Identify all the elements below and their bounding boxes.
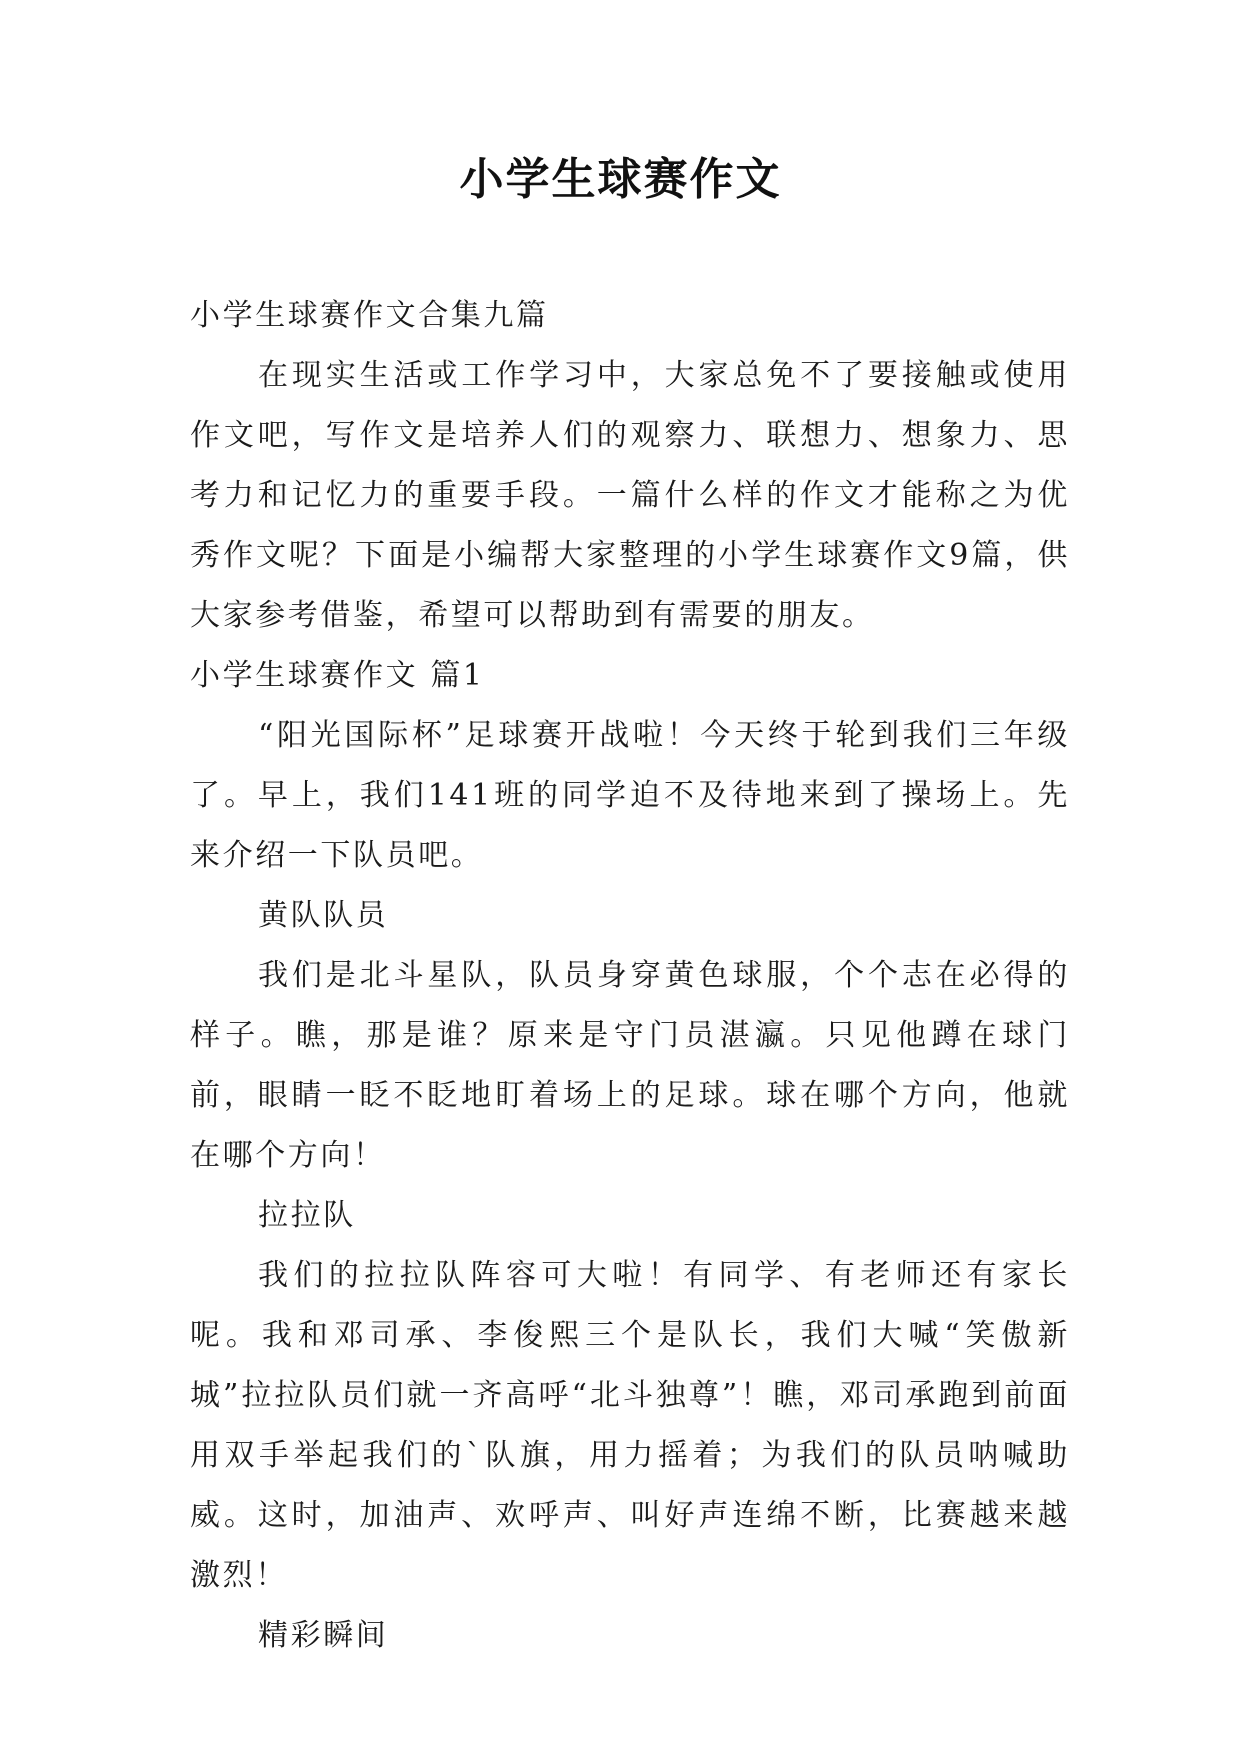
- document-title: 小学生球赛作文: [459, 154, 782, 205]
- body-paragraph: 我们的拉拉队阵容可大啦！有同学、有老师还有家长呢。我和邓司承、李俊熙三个是队长，我们大喊“笑傲新城”拉拉队员们就一齐高呼“北斗独尊”！瞧，邓司承跑到前面用双手举起我们的`队旗，用力摇着；为我们的队员呐喊助威。这时，加油声、欢呼声、叫好声连绵不断，比赛越来越激烈！: [190, 1258, 1070, 1593]
- body-paragraph: 黄队队员: [258, 898, 389, 933]
- body-paragraph: 精彩瞬间: [258, 1618, 389, 1653]
- section-heading: 小学生球赛作文 篇1: [190, 658, 485, 693]
- body-paragraph: 我们是北斗星队，队员身穿黄色球服，个个志在必得的样子。瞧，那是谁？原来是守门员湛瀛。只见他蹲在球门前，眼睛一眨不眨地盯着场上的足球。球在哪个方向，他就在哪个方向！: [190, 958, 1070, 1173]
- body-paragraph: 拉拉队: [258, 1198, 356, 1233]
- section-heading: 小学生球赛作文合集九篇: [190, 298, 549, 333]
- body-paragraph: “阳光国际杯”足球赛开战啦！今天终于轮到我们三年级了。早上，我们141班的同学迫不及待地来到了操场上。先来介绍一下队员吧。: [190, 718, 1070, 873]
- body-paragraph: 在现实生活或工作学习中，大家总免不了要接触或使用作文吧，写作文是培养人们的观察力、联想力、想象力、思考力和记忆力的重要手段。一篇什么样的作文才能称之为优秀作文呢？下面是小编帮大家整理的小学生球赛作文9篇，供大家参考借鉴，希望可以帮助到有需要的朋友。: [190, 358, 1070, 633]
- document-body: [190, 286, 1070, 1666]
